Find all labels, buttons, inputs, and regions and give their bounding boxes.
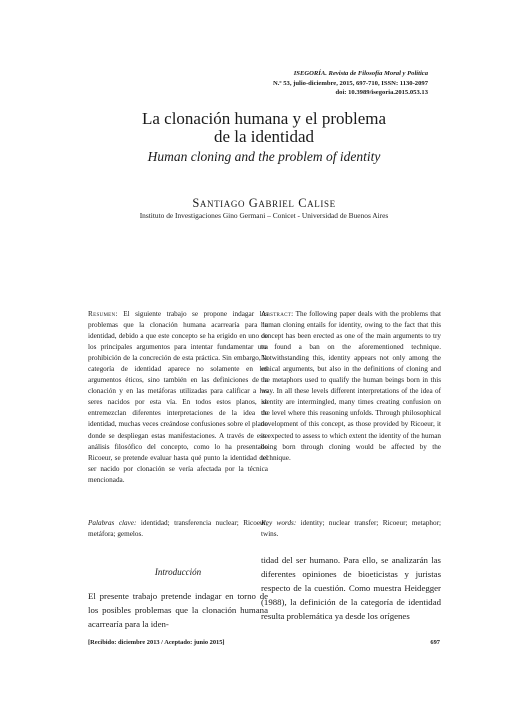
keywords-en-label: Key words:: [261, 519, 297, 527]
abstract-text: The following paper deals with the problems that human cloning entails for identity, owing to the fact that this concept has been erected as one of the main arguments to try to found a ban on the aforementioned technique. Notwithstanding this, identity appears not only among the ethical arguments, but also in the definitions of cloning and the metaphors used to qualify the human beings born in this way. In all these levels different interpretations of the idea of identity are intermingled, many times creating confusion on the level where this reasoning unfolds. Through philosophical development of this concept, as those provided by Ricoeur, it is expected to assess to which extent the identity of the human being born through cloning would be affected by the technique.: [261, 310, 441, 462]
resumen-text: El siguiente trabajo se propone indagar los problemas que la clonación humana acarrearía para la identidad, debido a que este concepto se ha erigido en uno de los principales argumentos para intentar fundamentar una prohibición de la concreción de esta práctica. Sin embargo, la categoría de identidad aparece no solamente en los argumentos éticos, sino también en las definiciones de la clonación y en las metáforas utilizadas para calificar a los seres nacidos por esta vía. En todos estos planos, se entremezclan diferentes interpretaciones de la idea de identidad, muchas veces creándose confusiones sobre el plano donde se despliegan estas manifestaciones. A través de este análisis filosófico del concepto, como lo ha presentado Ricoeur, se pretende evaluar hasta qué punto la identidad del ser nacido por clonación se vería afectada por la técnica mencionada.: [88, 310, 268, 484]
doi-line: doi: 10.3989/isegoria.2015.053.13: [335, 89, 428, 97]
issue-line: N.º 53, julio-diciembre, 2015, 697-710, ISSN: 1130-2097: [273, 79, 428, 87]
keywords-es-label: Palabras clave:: [88, 519, 137, 527]
received-accepted-dates: [Recibido: diciembre 2013 / Aceptado: junio 2015]: [88, 639, 225, 646]
title-es-line-1: La clonación humana y el problema: [141, 109, 387, 128]
journal-name: ISEGORÍA. Revista de Filosofía Moral y Política: [293, 70, 428, 77]
title-es-line-2: de la identidad: [213, 127, 315, 146]
abstract-label: Abstract:: [261, 310, 294, 318]
author-affiliation: Instituto de Investigaciones Gino Germani – Conicet - Universidad de Buenos Aires: [139, 211, 389, 220]
body-text-right: tidad del ser humano. Para ello, se analizarán las diferentes opiniones de bioeticistas y juristas respecto de la cuestión. Como muestra Heidegger (1988), la definición de la categoría de identidad resulta problemática ya desde los orígenes: [261, 555, 441, 621]
page-number: 697: [430, 639, 440, 646]
keywords-es-text: identidad; transferencia nuclear; Ricoeur; metáfora; gemelos.: [88, 519, 269, 539]
keywords-en-text: identity; nuclear transfer; Ricoeur; metaphor; twins.: [261, 519, 441, 539]
article-title-en: Human cloning and the problem of identity: [147, 149, 381, 164]
page-footer: [88, 639, 440, 646]
author-name: Santiago Gabriel Calise: [192, 196, 336, 210]
journal-header: [168, 69, 428, 98]
body-text-left: El presente trabajo pretende indagar en torno de los posibles problemas que la clonación humana acarrearía para la iden-: [88, 591, 268, 629]
resumen-block: [88, 309, 268, 486]
abstract-block: [261, 309, 441, 464]
title-block: [80, 110, 448, 165]
resumen-label: Resumen:: [88, 310, 118, 318]
keywords-en-block: [261, 518, 441, 540]
article-title-es: [80, 110, 448, 146]
keywords-es-block: [88, 518, 268, 540]
section-heading-introduccion: Introducción: [154, 567, 202, 577]
